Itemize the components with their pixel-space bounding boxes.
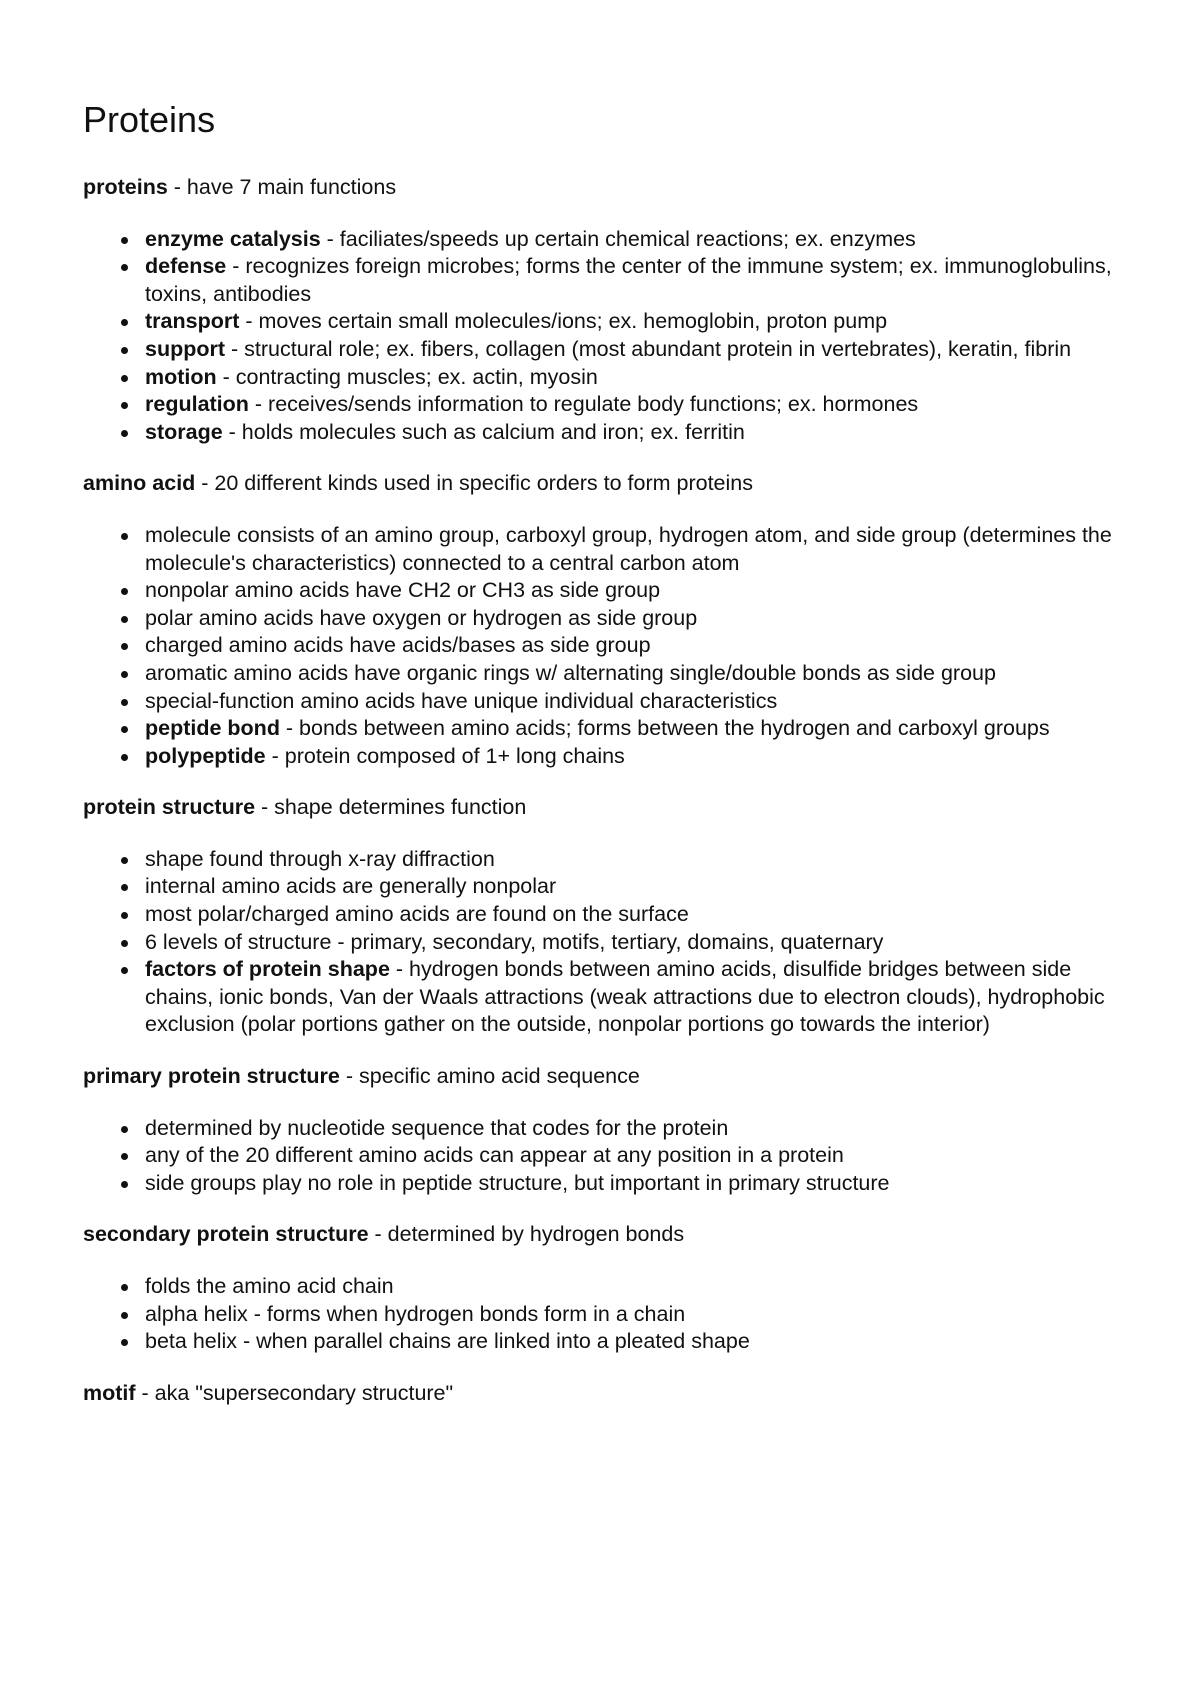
list-item (145, 688, 1123, 716)
bullet-list (83, 522, 1123, 770)
item-term: enzyme catalysis (145, 226, 321, 251)
section-heading (83, 794, 1123, 822)
section-definition: - have 7 main functions (167, 175, 397, 199)
section-heading (83, 1063, 1123, 1091)
section-definition: - determined by hydrogen bonds (368, 1222, 685, 1247)
item-term: storage (145, 419, 223, 444)
list-item (145, 901, 1123, 929)
item-term: transport (145, 309, 240, 334)
list-item (145, 419, 1123, 447)
section-term: protein structure (83, 795, 256, 820)
item-text: - receives/sends information to regulate body functions; ex. hormones (248, 392, 919, 417)
item-term: factors of protein shape (145, 957, 390, 982)
list-item (145, 605, 1123, 633)
list-item (145, 743, 1123, 771)
item-text: determined by nucleotide sequence that codes for the protein (145, 1115, 729, 1140)
list-item (145, 1115, 1123, 1143)
item-text: special-function amino acids have unique individual characteristics (145, 688, 778, 713)
item-text: side groups play no role in peptide structure, but important in primary structure (145, 1170, 890, 1195)
section-definition: - aka "supersecondary structure" (135, 1380, 454, 1405)
item-text: folds the amino acid chain (145, 1274, 394, 1298)
section-heading (83, 174, 1123, 202)
section-term: primary protein structure (83, 1064, 340, 1089)
list-item (145, 1328, 1123, 1356)
section-definition: - shape determines function (255, 795, 527, 820)
item-text: shape found through x-ray diffraction (145, 846, 495, 871)
item-text: most polar/charged amino acids are found on the surface (145, 902, 689, 927)
list-item (145, 226, 1123, 254)
list-item (145, 522, 1123, 577)
list-item (145, 632, 1123, 660)
item-text: 6 levels of structure - primary, secondary, motifs, tertiary, domains, quaternary (145, 929, 884, 954)
list-item (145, 1170, 1123, 1198)
item-text: - holds molecules such as calcium and iron; ex. ferritin (222, 419, 745, 444)
item-text: internal amino acids are generally nonpolar (145, 874, 557, 899)
list-item (145, 873, 1123, 901)
item-term: motion (145, 364, 217, 389)
item-text: - bonds between amino acids; forms between the hydrogen and carboxyl groups (279, 716, 1050, 741)
list-item (145, 253, 1123, 308)
page-title: Proteins (83, 99, 216, 140)
list-item (145, 391, 1123, 419)
item-text: beta helix - when parallel chains are linked into a pleated shape (145, 1329, 750, 1354)
list-item (145, 1301, 1123, 1329)
item-text: - moves certain small molecules/ions; ex. hemoglobin, proton pump (239, 309, 888, 334)
item-term: polypeptide (145, 743, 266, 768)
section-definition: - specific amino acid sequence (339, 1064, 640, 1089)
list-item (145, 1142, 1123, 1170)
bullet-list (83, 1273, 1123, 1356)
bullet-list (83, 1115, 1123, 1198)
item-term: defense (145, 254, 227, 279)
document-body (83, 174, 1123, 1407)
list-item (145, 336, 1123, 364)
section-heading (83, 470, 1123, 498)
section-heading (83, 1380, 1123, 1408)
list-item (145, 308, 1123, 336)
item-text: alpha helix - forms when hydrogen bonds form in a chain (145, 1301, 686, 1326)
item-term: support (145, 336, 226, 361)
item-text: - structural role; ex. fibers, collagen (most abundant protein in vertebrates), keratin, fibrin (225, 336, 1072, 361)
section-term: motif (83, 1380, 136, 1405)
section-term: proteins (83, 175, 168, 199)
section-definition: - 20 different kinds used in specific orders to form proteins (195, 471, 753, 496)
item-text: molecule consists of an amino group, carboxyl group, hydrogen atom, and side group (determines the molecule's characteristics) connected to a central carbon atom (145, 522, 1112, 575)
item-text: any of the 20 different amino acids can appear at any position in a protein (145, 1143, 844, 1168)
item-text: - contracting muscles; ex. actin, myosin (216, 364, 598, 389)
list-item (145, 846, 1123, 874)
list-item (145, 1273, 1123, 1301)
list-item (145, 660, 1123, 688)
item-term: regulation (145, 392, 249, 417)
bullet-list (83, 226, 1123, 447)
list-item (145, 364, 1123, 392)
item-text: - faciliates/speeds up certain chemical reactions; ex. enzymes (320, 226, 916, 251)
item-term: peptide bond (145, 716, 280, 741)
section-term: secondary protein structure (83, 1222, 369, 1247)
list-item (145, 715, 1123, 743)
item-text: aromatic amino acids have organic rings w/ alternating single/double bonds as side group (145, 660, 996, 685)
list-item (145, 956, 1123, 1039)
item-text: polar amino acids have oxygen or hydrogen as side group (145, 605, 698, 630)
item-text: nonpolar amino acids have CH2 or CH3 as side group (145, 578, 661, 603)
section-heading (83, 1221, 1123, 1249)
item-text: - recognizes foreign microbes; forms the center of the immune system; ex. immunoglobulins, toxins, antibodies (145, 254, 1112, 306)
list-item (145, 577, 1123, 605)
item-text: - hydrogen bonds between amino acids, disulfide bridges between side chains, ionic bonds, Van der Waals attractions (weak attractions due to electron clouds), hydrophobic exclusion (polar portions gather on the outside, nonpolar portions go towards the interior) (145, 957, 1105, 1037)
list-item (145, 929, 1123, 957)
section-term: amino acid (83, 471, 196, 496)
bullet-list (83, 846, 1123, 1039)
item-text: charged amino acids have acids/bases as side group (145, 633, 651, 658)
item-text: - protein composed of 1+ long chains (265, 743, 625, 768)
